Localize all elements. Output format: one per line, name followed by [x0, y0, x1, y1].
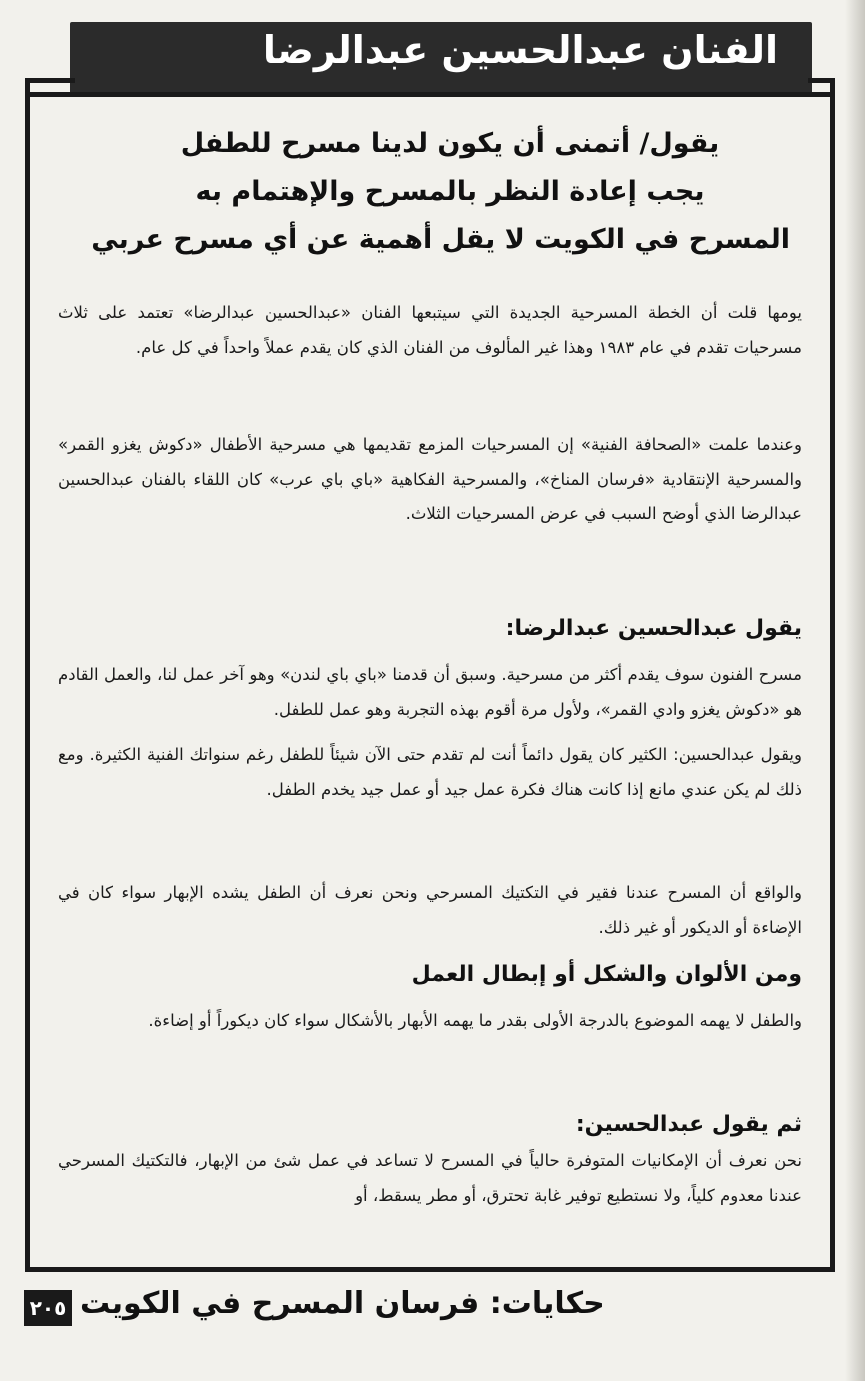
paragraph-stage-technique: والواقع أن المسرح عندنا فقير في التكتيك المسرحي ونحن نعرف أن الطفل يشده الإبهار سواء كان في الإضاءة أو الديكور أو غير ذلك. [58, 883, 802, 937]
page-number: ٢٠٥ [24, 1290, 72, 1326]
chapter-title: الفنان عبدالحسين عبدالرضا [262, 28, 778, 72]
headline-line-2: يجب إعادة النظر بالمسرح والإهتمام به [195, 176, 705, 207]
paragraph-arts-theatre: مسرح الفنون سوف يقدم أكثر من مسرحية. وسبق أن قدمنا «باي باي لندن» وهو آخر عمل لنا، والعمل القادم هو «دكوش يغزو وادي القمر»، ولأول مرة أقوم بهذه التجربة وهو عمل للطفل. [58, 665, 802, 719]
subheading-then-says: ثم يقول عبدالحسين: [575, 1112, 802, 1137]
paragraph-intro: يومها قلت أن الخطة المسرحية الجديدة التي سيتبعها الفنان «عبدالحسين عبدالرضا» تعتمد على ثلاث مسرحيات تقدم في عام ١٩٨٣ وهذا غير المألوف من الفنان الذي كان يقدم عملاً واحداً في كل عام. [58, 303, 802, 357]
book-title-footer: حكايات: فرسان المسرح في الكويت [80, 1286, 605, 1321]
page-edge-shadow [845, 0, 865, 1381]
headline-line-1: يقول/ أتمنى أن يكون لدينا مسرح للطفل [180, 128, 720, 159]
paragraph-plays: وعندما علمت «الصحافة الفنية» إن المسرحيات المزمع تقديمها هي مسرحية الأطفال «دكوش يغزو القمر» والمسرحية الإنتقادية «فرسان المناخ»، والمسرحية الفكاهية «باي باي عرب» كان اللقاء بالفنان عبدالحسين عبدالرضا الذي أوضح السبب في عرض المسرحيات الثلاث. [58, 435, 802, 523]
paragraph-child-dazzle: والطفل لا يهمه الموضوع بالدرجة الأولى بقدر ما يهمه الأبهار بالأشكال سواء كان ديكوراً أو إضاءة. [148, 1011, 802, 1030]
subheading-colors-shape: ومن الألوان والشكل أو إبطال العمل [411, 962, 802, 987]
headline-line-3: المسرح في الكويت لا يقل أهمية عن أي مسرح عربي [91, 224, 790, 255]
paragraph-children-work: ويقول عبدالحسين: الكثير كان يقول دائماً أنت لم تقدم حتى الآن شيئاً للطفل رغم سنواتك الفنية الكثيرة. ومع ذلك لم يكن عندي مانع إذا كانت هناك فكرة عمل جيد أو عمل جيد يخدم الطفل. [58, 745, 802, 799]
subheading-says-abdulhussain: يقول عبدالحسين عبدالرضا: [505, 616, 802, 641]
chapter-header-bar [70, 22, 812, 92]
paragraph-capabilities: نحن نعرف أن الإمكانيات المتوفرة حالياً في المسرح لا تساعد في عمل شئ من الإبهار، فالتكتيك المسرحي عندنا معدوم كلياً، ولا نستطيع توفير غابة تحترق، أو مطر يسقط، أو [58, 1151, 802, 1205]
